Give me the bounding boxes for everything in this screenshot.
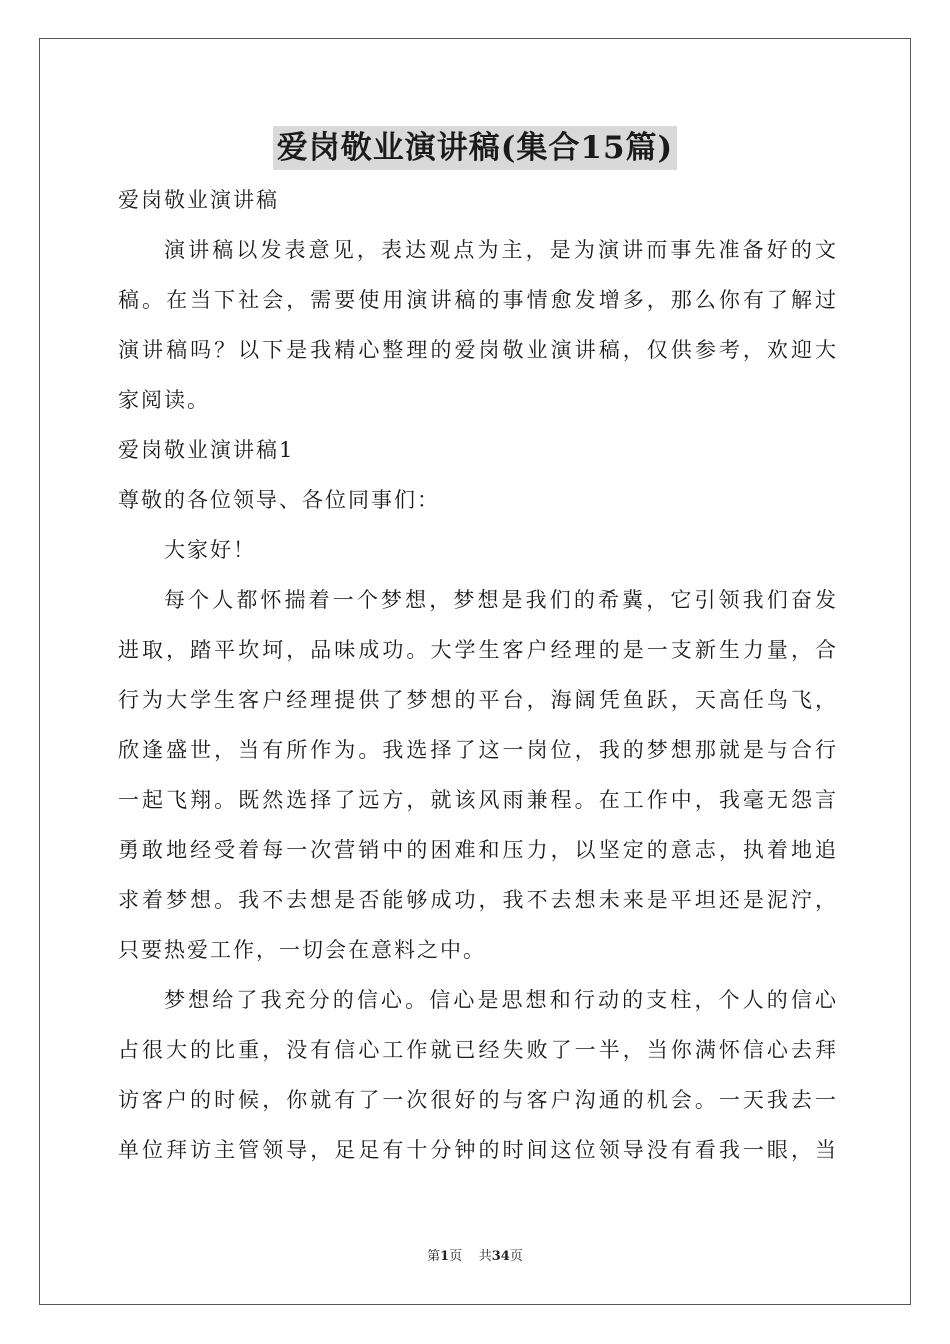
footer-page-prefix: 第 xyxy=(427,1249,441,1264)
title-container xyxy=(0,126,950,170)
text-line: 大家好！ xyxy=(164,538,256,562)
text-line: 访客户的时候，你就有了一次很好的与客户沟通的机会。一天我去一 xyxy=(118,1088,836,1112)
document-title: 爱岗敬业演讲稿(集合15篇) xyxy=(273,126,677,170)
text-line: 爱岗敬业演讲稿1 xyxy=(118,438,295,462)
page-footer xyxy=(0,1245,950,1264)
footer-total-prefix: 共 xyxy=(478,1249,492,1264)
text-line: 家阅读。 xyxy=(118,388,210,412)
footer-total-pages: 34 xyxy=(491,1249,510,1264)
footer-total-suffix: 页 xyxy=(509,1249,523,1264)
text-line: 行为大学生客户经理提供了梦想的平台，海阔凭鱼跃，天高任鸟飞， xyxy=(118,688,836,712)
text-line: 进取，踏平坎坷，品味成功。大学生客户经理的是一支新生力量，合 xyxy=(118,638,836,662)
text-line: 一起飞翔。既然选择了远方，就该风雨兼程。在工作中，我毫无怨言 xyxy=(118,788,836,812)
text-line: 尊敬的各位领导、各位同事们： xyxy=(118,488,440,512)
text-line: 每个人都怀揣着一个梦想，梦想是我们的希冀，它引领我们奋发 xyxy=(164,588,836,612)
text-line: 单位拜访主管领导，足足有十分钟的时间这位领导没有看我一眼，当 xyxy=(118,1138,836,1162)
text-line: 占很大的比重，没有信心工作就已经失败了一半，当你满怀信心去拜 xyxy=(118,1038,836,1062)
text-line: 梦想给了我充分的信心。信心是思想和行动的支柱，个人的信心 xyxy=(164,988,836,1012)
text-line: 稿。在当下社会，需要使用演讲稿的事情愈发增多，那么你有了解过 xyxy=(118,288,836,312)
text-line: 演讲稿吗？以下是我精心整理的爱岗敬业演讲稿，仅供参考，欢迎大 xyxy=(118,338,836,362)
text-line: 演讲稿以发表意见，表达观点为主，是为演讲而事先准备好的文 xyxy=(164,238,836,262)
text-line: 勇敢地经受着每一次营销中的困难和压力，以坚定的意志，执着地追 xyxy=(118,838,836,862)
text-line: 只要热爱工作，一切会在意料之中。 xyxy=(118,938,486,962)
text-line: 爱岗敬业演讲稿 xyxy=(118,188,279,212)
text-line: 求着梦想。我不去想是否能够成功，我不去想未来是平坦还是泥泞， xyxy=(118,888,836,912)
text-line: 欣逢盛世，当有所作为。我选择了这一岗位，我的梦想那就是与合行 xyxy=(118,738,836,762)
document-body xyxy=(118,175,836,1175)
footer-page-suffix: 页 xyxy=(449,1249,463,1264)
footer-page-number: 1 xyxy=(440,1249,450,1264)
